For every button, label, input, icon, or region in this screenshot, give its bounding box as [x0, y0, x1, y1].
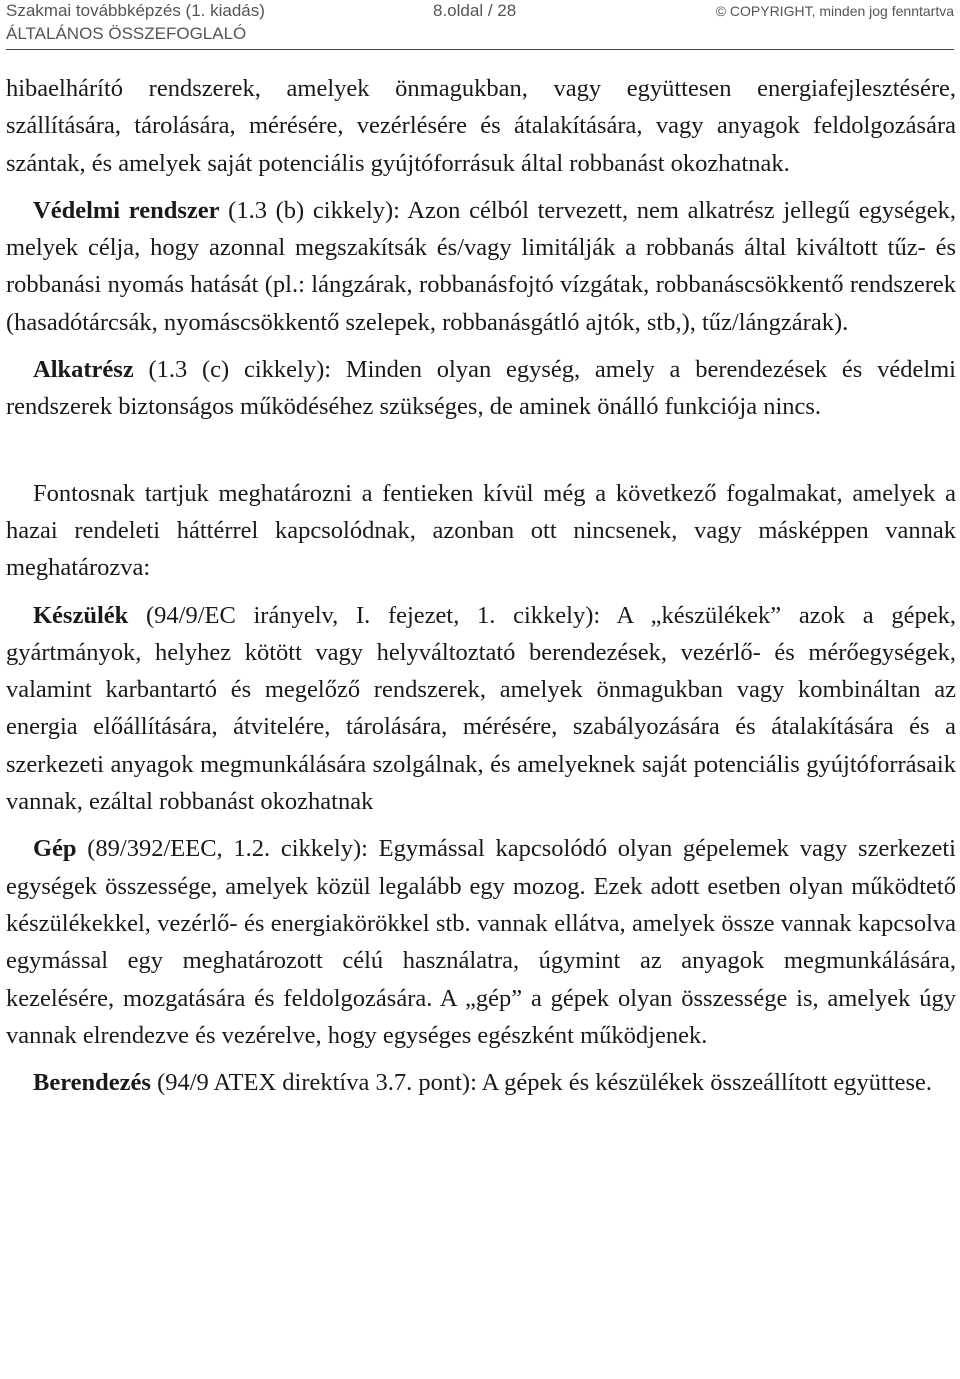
definition-component — [6, 351, 956, 426]
term-equipment: Készülék — [33, 601, 129, 629]
document-body — [6, 70, 956, 1101]
definition-equipment — [6, 597, 956, 821]
header-divider — [6, 49, 954, 50]
page-header — [6, 0, 954, 24]
definition-installation — [6, 1064, 956, 1101]
section-title: ÁLTALÁNOS ÖSSZEFOGLALÓ — [6, 24, 247, 43]
definition-text: (1.3 (b) cikkely): Azon célból tervezett, nem alkatrész jellegű egységek, melyek célja, hogy azonnal megszakítsák és/vagy limitálják a robbanás által kiváltott tűz- és robbanási nyomás hatását (pl.: lángzárak, robbanásfojtó vízgátak, robbanáscsökkentő rendszerek (hasadótárcsák, nyomáscsökkentő szelepek, robbanásgátló ajtók, stb,), tűz/lángzárak). — [6, 196, 956, 336]
term-protective-system: Védelmi rendszer — [33, 196, 220, 224]
page-number: 8.oldal / 28 — [433, 1, 517, 20]
term-machine: Gép — [33, 835, 77, 863]
course-title: Szakmai továbbképzés (1. kiadás) — [6, 1, 265, 20]
intro-paragraph: Fontosnak tartjuk meghatározni a fentieken kívül még a következő fogalmakat, amelyek a hazai rendeleti háttérrel kapcsolódnak, azonban ott nincsenek, vagy másképpen vannak meghatározva: — [6, 479, 956, 582]
paragraph-continuation: hibaelhárító rendszerek, amelyek önmagukban, vagy együttesen energiafejlesztésére, szállítására, tárolására, mérésére, vezérlésére és átalakítására, vagy anyagok feldolgozására szántak, és amelyek saját potenciális gyújtóforrásuk által robbanást okozhatnak. — [6, 75, 956, 177]
copyright-notice: © COPYRIGHT, minden jog fenntartva — [715, 3, 954, 19]
term-installation: Berendezés — [33, 1069, 151, 1097]
definition-machine — [6, 830, 956, 1054]
definition-text: (94/9/EC irányelv, I. fejezet, 1. cikkely): A „készülékek” azok a gépek, gyártmányok, helyhez kötött vagy helyváltoztató berendezések, vezérlő- és mérőegységek, valamint karbantartó és megelőző rendszerek, amelyek önmagukban vagy kombináltan az energia előállítására, átvitelére, tárolására, mérésére, szabályozására és átalakítására és a szerkezeti anyagok megmunkálására szolgálnak, és amelyeknek saját potenciális gyújtóforrásaik vannak, ezáltal robbanást okozhatnak — [6, 601, 956, 816]
definition-protective-system — [6, 192, 956, 341]
definition-text: (89/392/EEC, 1.2. cikkely): Egymással kapcsolódó olyan gépelemek vagy szerkezeti egységek összessége, amelyek közül legalább egy mozog. Ezek adott esetben olyan működtető készülékekkel, vezérlő- és energiakörökkel stb. vannak ellátva, amelyek össze vannak kapcsolva egymással egy meghatározott célú használatra, úgymint az anyagok megmunkálására, kezelésére, mozgatására és feldolgozására. A „gép” a gépek olyan összessége is, amelyek úgy vannak elrendezve és vezérelve, hogy egységes egészként működjenek. — [6, 835, 956, 1049]
definition-text: (94/9 ATEX direktíva 3.7. pont): A gépek és készülékek összeállított együttese. — [150, 1069, 933, 1097]
term-component: Alkatrész — [33, 356, 134, 384]
definition-text: (1.3 (c) cikkely): Minden olyan egység, amely a berendezések és védelmi rendszerek biztonságos működéséhez szükséges, de aminek önálló funkciója nincs. — [6, 356, 956, 421]
